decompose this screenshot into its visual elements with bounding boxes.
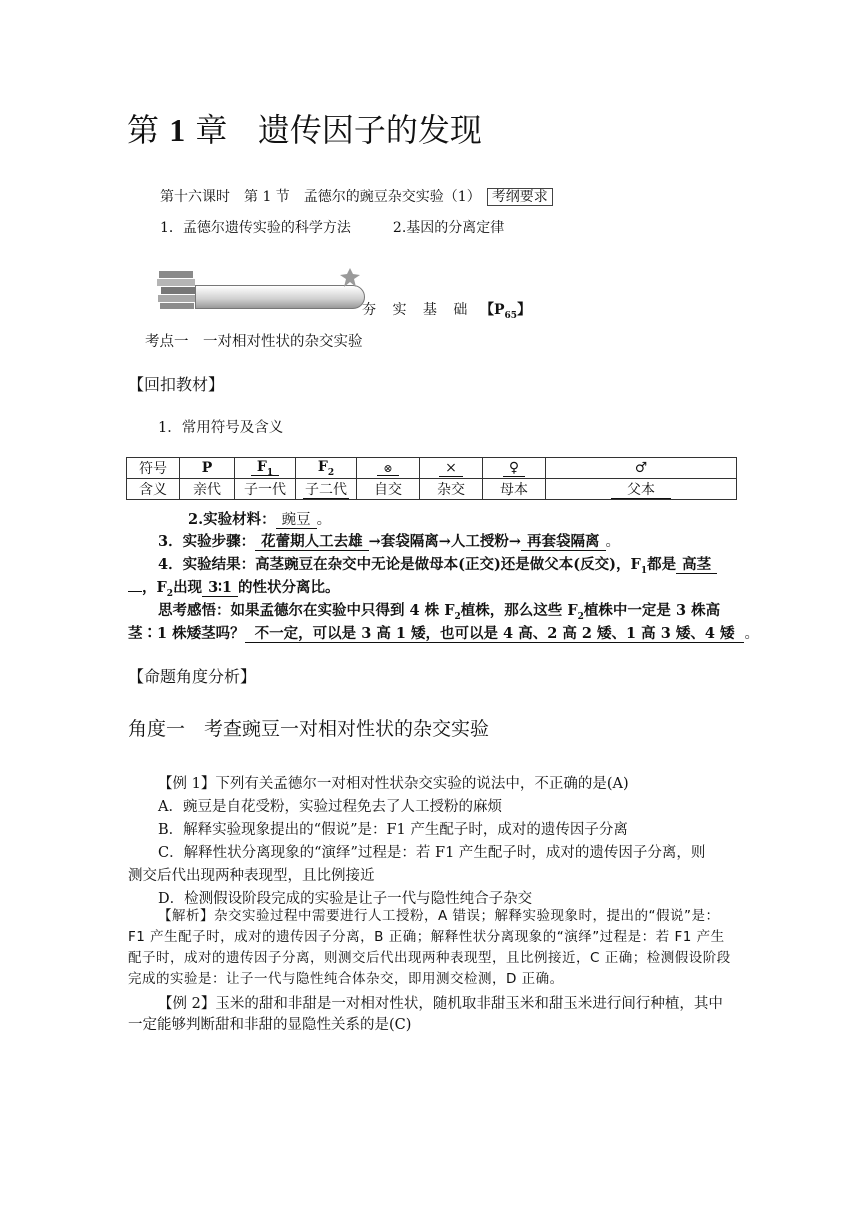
item-2: 2.实验材料： 豌豆 。 (188, 511, 332, 528)
table-cell: P (180, 458, 235, 479)
item-4-line1: 4．实验结果：高茎豌豆在杂交中无论是做母本(正交)还是做父本(反交)，$F_1$都是 高茎 (158, 553, 717, 576)
table-cell: 亲代 (180, 479, 235, 500)
kaodian-heading: 考点一 一对相对性状的杂交实验 (145, 334, 363, 350)
option-c: C．解释性状分离现象的“演绎”过程是：若 F1 产生配子时，成对的遗传因子分离，则 (158, 845, 706, 861)
table-cell: 子二代 (296, 479, 357, 500)
item-4-line2: ，$F_2$出现 3∶1 的性状分离比。 (128, 576, 340, 599)
table-cell: $F_1$ (235, 458, 296, 479)
exam-requirement-box: 考纲要求 (487, 188, 553, 206)
section-banner (155, 265, 367, 315)
table-row (127, 458, 737, 479)
table-cell: 符号 (127, 458, 180, 479)
table-cell: × (420, 458, 483, 479)
table-cell: ⊗ (357, 458, 420, 479)
example-1-question: 【例 1】下列有关孟德尔一对相对性状杂交实验的说法中，不正确的是(A) (158, 776, 629, 792)
think-line2: 茎∶1 株矮茎吗？ 不一定，可以是 3 高 1 矮，也可以是 4 高、2 高 2 矮、1 高 3 矮、4 矮 。 (128, 625, 759, 642)
banner-title: 夯 实 基 础 (362, 302, 474, 318)
lesson-goals: 1．孟德尔遗传实验的科学方法 2.基因的分离定律 (160, 220, 505, 236)
table-cell: 自交 (357, 479, 420, 500)
leaf-icon (339, 267, 361, 289)
table-cell: ♀ (483, 458, 546, 479)
table-cell: 父本 (546, 479, 737, 500)
table-cell: 含义 (127, 479, 180, 500)
lesson-line: 第十六课时 第 1 节 孟德尔的豌豆杂交实验（1） 考纲要求 (160, 186, 553, 206)
example-2-question: 【例 2】玉米的甜和非甜是一对相对性状，随机取非甜玉米和甜玉米进行间行种植，其中一定能够判断甜和非甜的显隐性关系的是(C) (128, 996, 723, 1033)
option-a: A．豌豆是自花受粉，实验过程免去了人工授粉的麻烦 (158, 799, 502, 815)
table-row (127, 479, 737, 500)
table-cell: 杂交 (420, 479, 483, 500)
angle-heading: 角度一 考查豌豆一对相对性状的杂交实验 (128, 718, 490, 740)
item-3: 3．实验步骤： 花蕾期人工去雄 →套袋隔离→人工授粉→ 再套袋隔离 。 (158, 533, 621, 550)
page-ref: 【$P_{65}$】 (480, 302, 532, 321)
option-b: B．解释实验现象提出的“假说”是：F1 产生配子时，成对的遗传因子分离 (158, 822, 628, 838)
section-huikou: 【回扣教材】 (128, 375, 225, 394)
option-d: D．检测假设阶段完成的实验是让子一代与隐性纯合子杂交 (158, 891, 533, 907)
chapter-title: 第 1 章 遗传因子的发现 (127, 111, 482, 149)
table-cell: $F_2$ (296, 458, 357, 479)
table-cell: ♂ (546, 458, 737, 479)
analysis-paragraph: 【解析】杂交实验过程中需要进行人工授粉，A 错误；解释实验现象时，提出的“假说”是：F1 产生配子时，成对的遗传因子分离，B 正确；解释性状分离现象的“演绎”过程是：若 F1 产生配子时，成对的遗传因子分离，则测交后代出现两种表现型，且比例接近，C 正确；检测假设阶段完成的实验是：让子一代与隐性纯合体杂交，即用测交检测，D 正确。 (128, 908, 731, 987)
option-c-cont: 测交后代出现两种表现型，且比例接近 (128, 868, 375, 884)
symbol-table (126, 457, 737, 500)
item-1: 1．常用符号及含义 (158, 420, 284, 436)
section-mingti: 【命题角度分析】 (128, 667, 257, 686)
table-cell: 子一代 (235, 479, 296, 500)
table-cell: 母本 (483, 479, 546, 500)
think-line1: 思考感悟：如果孟德尔在实验中只得到 4 株 $F_2$植株，那么这些 $F_2$植株中一定是 3 株高 (158, 602, 721, 622)
